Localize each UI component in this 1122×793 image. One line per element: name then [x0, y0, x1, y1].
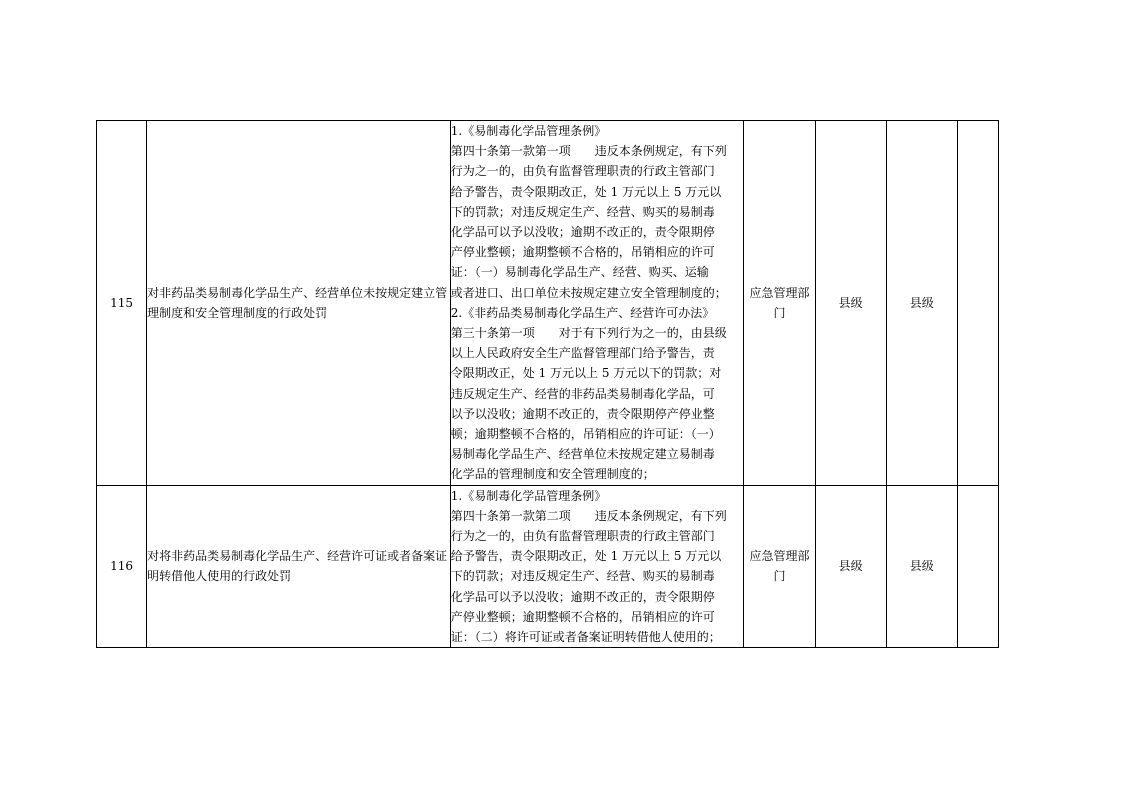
table-row	[97, 485, 999, 648]
level-cell: 县级	[815, 485, 886, 648]
responsible-department: 应急管理部门	[744, 121, 815, 486]
responsible-department: 应急管理部门	[744, 485, 815, 648]
basis-line: 第四十条第一款第一项 违反本条例规定，有下列	[450, 144, 727, 159]
basis-line: 下的罚款；对违反规定生产、经营、购买的易制毒	[450, 204, 715, 219]
basis-line: 给予警告，责令限期改正，处 1 万元以上 5 万元以	[450, 184, 722, 199]
table-row	[97, 121, 999, 486]
basis-line: 行为之一的，由负有监督管理职责的行政主管部门	[450, 529, 715, 544]
level-cell: 县级	[886, 121, 957, 486]
basis-line: 或者进口、出口单位未按规定建立安全管理制度的；	[450, 285, 727, 300]
level-cell: 县级	[815, 121, 886, 486]
row-number: 116	[97, 485, 147, 648]
note-cell	[957, 485, 998, 648]
basis-line: 证：（一）易制毒化学品生产、经营、购买、运输	[450, 265, 709, 280]
item-name: 对将非药品类易制毒化学品生产、经营许可证或者备案证明转借他人使用的行政处罚	[147, 485, 451, 648]
basis-line: 产停业整顿；逾期整顿不合格的，吊销相应的许可	[450, 245, 715, 260]
penalty-table	[96, 120, 999, 648]
legal-basis	[450, 485, 744, 648]
basis-line: 给予警告，责令限期改正，处 1 万元以上 5 万元以	[450, 549, 722, 564]
basis-line: 以予以没收；逾期不改正的，责令限期停产停业整	[450, 406, 715, 421]
note-cell	[957, 121, 998, 486]
item-name: 对非药品类易制毒化学品生产、经营单位未按规定建立管理制度和安全管理制度的行政处罚	[147, 121, 451, 486]
basis-line: 1.《易制毒化学品管理条例》	[450, 488, 607, 503]
level-cell: 县级	[886, 485, 957, 648]
basis-line: 化学品可以予以没收；逾期不改正的，责令限期停	[450, 589, 715, 604]
basis-line: 顿；逾期整顿不合格的，吊销相应的许可证：（一）	[450, 427, 721, 442]
basis-line: 易制毒化学品生产、经营单位未按规定建立易制毒	[450, 447, 715, 462]
basis-line: 第四十条第一款第二项 违反本条例规定，有下列	[450, 508, 727, 523]
basis-line: 以上人民政府安全生产监督管理部门给予警告，责	[450, 346, 715, 361]
basis-line: 令限期改正，处 1 万元以上 5 万元以下的罚款；对	[450, 366, 722, 381]
basis-line: 第三十条第一项 对于有下列行为之一的，由县级	[450, 326, 727, 341]
basis-line: 违反规定生产、经营的非药品类易制毒化学品，可	[450, 386, 715, 401]
basis-line: 1.《易制毒化学品管理条例》	[450, 124, 607, 138]
basis-line: 化学品的管理制度和安全管理制度的；	[450, 467, 655, 482]
basis-line: 下的罚款；对违反规定生产、经营、购买的易制毒	[450, 569, 715, 584]
basis-line: 化学品可以予以没收；逾期不改正的，责令限期停	[450, 225, 715, 240]
basis-line: 2.《非药品类易制毒化学品生产、经营许可办法》	[450, 305, 715, 320]
row-number: 115	[97, 121, 147, 486]
basis-line: 证：（二）将许可证或者备案证明转借他人使用的；	[450, 630, 721, 645]
legal-basis	[450, 121, 744, 486]
basis-line: 行为之一的，由负有监督管理职责的行政主管部门	[450, 164, 715, 179]
basis-line: 产停业整顿；逾期整顿不合格的，吊销相应的许可	[450, 609, 715, 624]
